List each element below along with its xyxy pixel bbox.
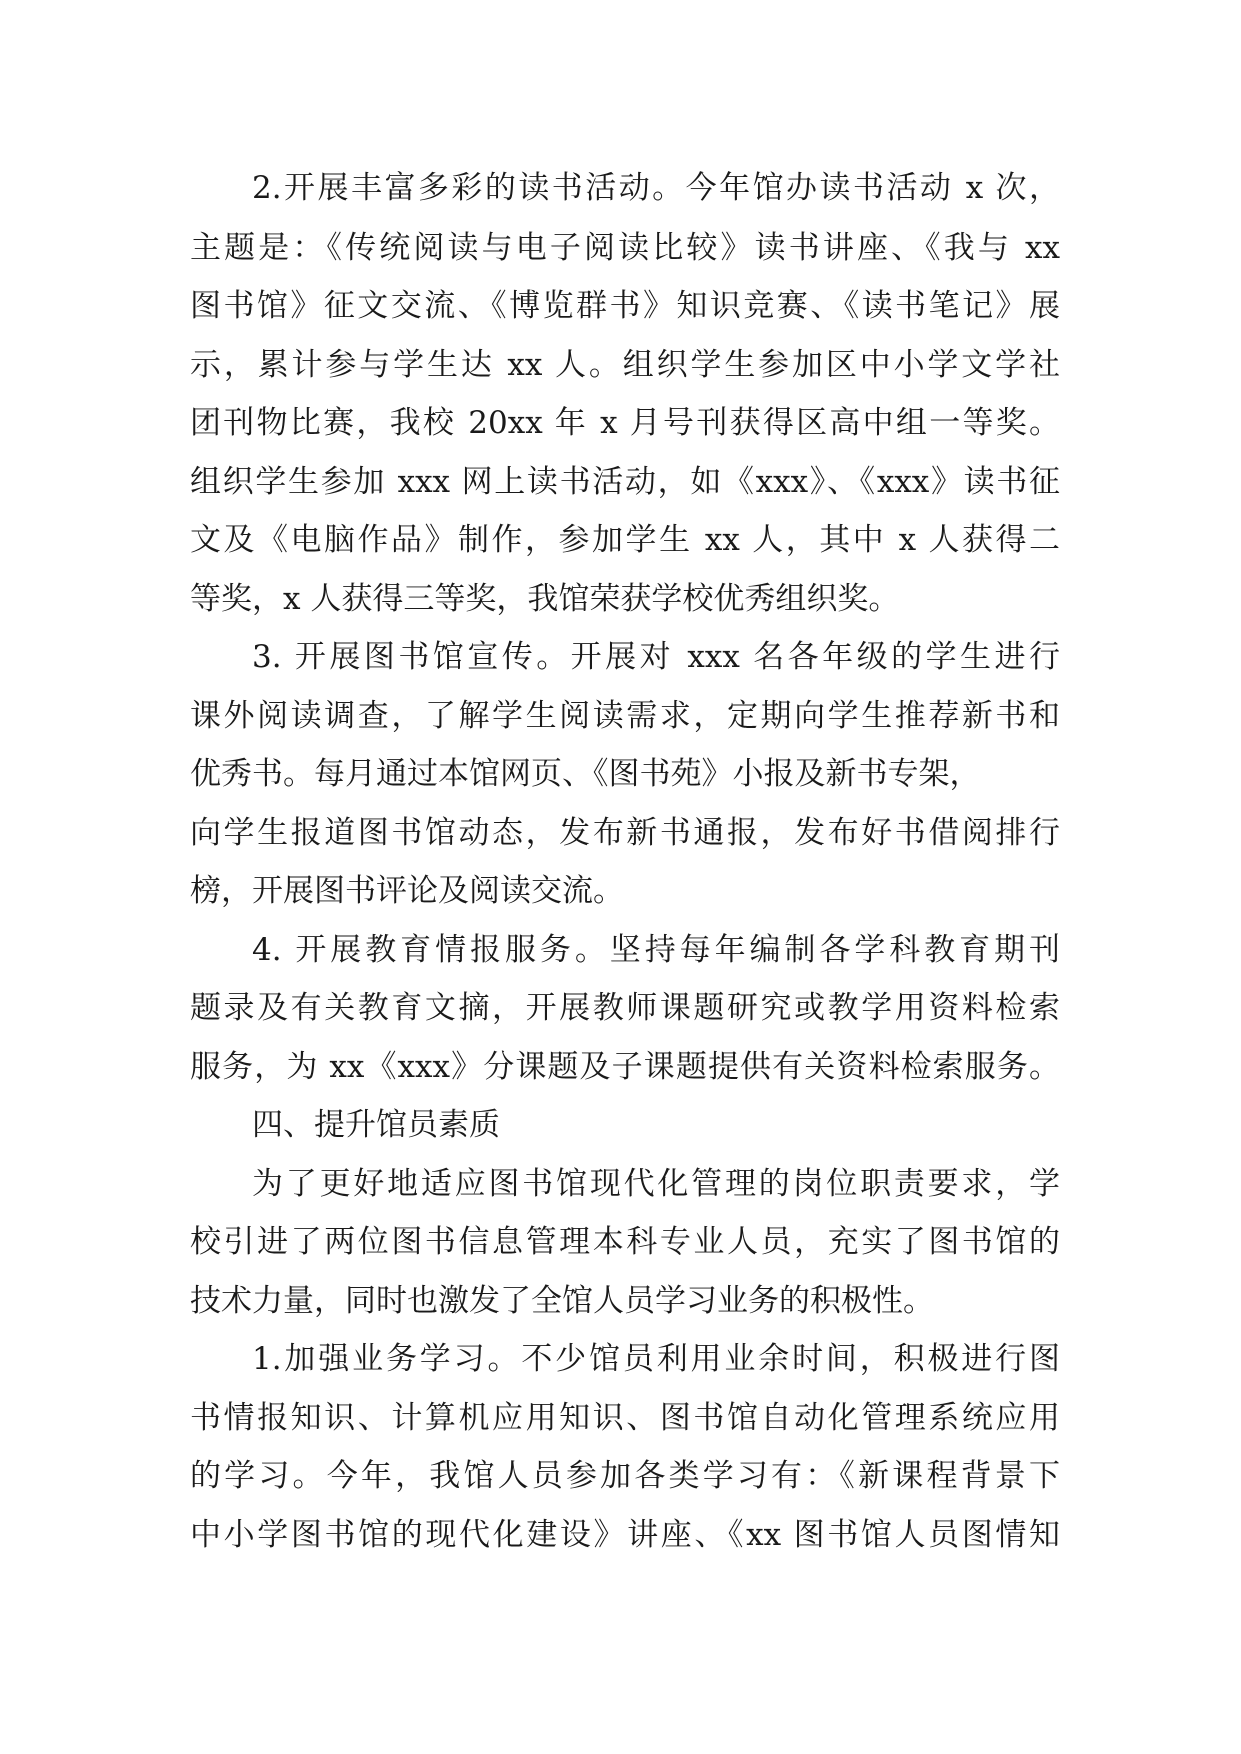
text-line: 团刊物比赛，我校 20xx 年 x 月号刊获得区高中组一等奖。 <box>190 405 1060 441</box>
text-line: 为了更好地适应图书馆现代化管理的岗位职责要求，学 <box>252 1166 1060 1202</box>
text-line: 技术力量，同时也激发了全馆人员学习业务的积极性。 <box>190 1283 934 1319</box>
text-line: 4. 开展教育情报服务。坚持每年编制各学科教育期刊 <box>252 932 1060 968</box>
section-heading: 四、提升馆员素质 <box>252 1107 500 1143</box>
text-line: 文及《电脑作品》制作，参加学生 xx 人，其中 x 人获得二 <box>190 522 1060 558</box>
text-line: 服务，为 xx《xxx》分课题及子课题提供有关资料检索服务。 <box>190 1049 1060 1085</box>
text-line: 2.开展丰富多彩的读书活动。今年馆办读书活动 x 次， <box>252 170 1060 206</box>
text-line: 题录及有关教育文摘，开展教师课题研究或教学用资料检索 <box>190 990 1060 1026</box>
text-line: 示，累计参与学生达 xx 人。组织学生参加区中小学文学社 <box>190 347 1060 383</box>
text-line: 3. 开展图书馆宣传。开展对 xxx 名各年级的学生进行 <box>252 639 1060 675</box>
text-line: 组织学生参加 xxx 网上读书活动，如《xxx》、《xxx》读书征 <box>190 464 1060 500</box>
text-line: 1.加强业务学习。不少馆员利用业余时间，积极进行图 <box>252 1341 1060 1377</box>
text-line: 图书馆》征文交流、《博览群书》知识竞赛、《读书笔记》展 <box>190 288 1060 324</box>
text-line: 主题是：《传统阅读与电子阅读比较》读书讲座、《我与 xx <box>190 230 1060 266</box>
text-line: 的学习。今年，我馆人员参加各类学习有：《新课程背景下 <box>190 1458 1060 1494</box>
text-line: 书情报知识、计算机应用知识、图书馆自动化管理系统应用 <box>190 1400 1060 1436</box>
text-line: 优秀书。每月通过本馆网页、《图书苑》小报及新书专架， <box>190 756 981 792</box>
text-line: 榜，开展图书评论及阅读交流。 <box>190 873 624 909</box>
text-line: 中小学图书馆的现代化建设》讲座、《xx 图书馆人员图情知 <box>190 1517 1060 1553</box>
text-line: 课外阅读调查，了解学生阅读需求，定期向学生推荐新书和 <box>190 698 1060 734</box>
text-line: 校引进了两位图书信息管理本科专业人员，充实了图书馆的 <box>190 1224 1060 1260</box>
text-line: 等奖，x 人获得三等奖，我馆荣获学校优秀组织奖。 <box>190 581 900 617</box>
text-line: 向学生报道图书馆动态，发布新书通报，发布好书借阅排行 <box>190 815 1060 851</box>
